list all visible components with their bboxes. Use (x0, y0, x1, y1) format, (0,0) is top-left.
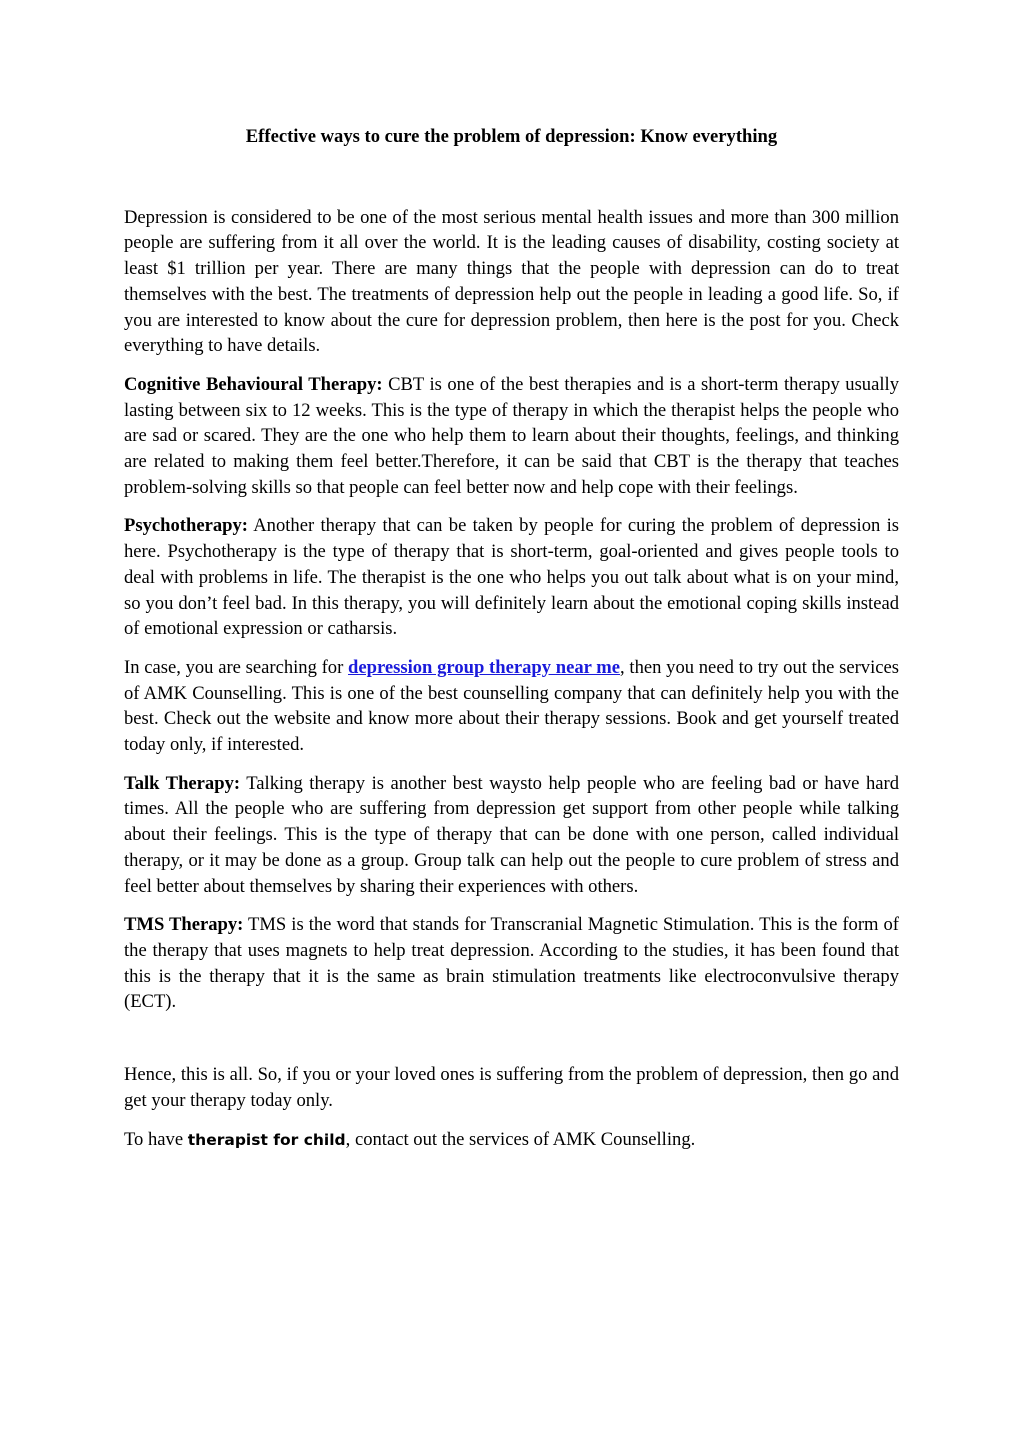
closing-text-before: To have (124, 1128, 188, 1150)
cbt-heading: Cognitive Behavioural Therapy: (124, 373, 383, 395)
talk-therapy-heading: Talk Therapy: (124, 772, 241, 794)
group-therapy-text-before: In case, you are searching for (124, 656, 349, 678)
therapist-for-child-text: therapist for child (187, 1130, 346, 1149)
talk-therapy-paragraph (124, 771, 899, 900)
tms-therapy-text: TMS is the word that stands for Transcranial Magnetic Stimulation. This is the form of the therapy that uses magnets to help treat depression. According to the studies, it has been found that this is the therapy that it is the same as brain stimulation treatments like electroconvulsive therapy (ECT). (124, 914, 899, 1013)
group-therapy-text-after: , then you need to try out the services of AMK Counselling. This is one of the best counselling company that can definitely help you with the best. Check out the website and know more about their therapy sessions. Book and get yourself treated today only, if interested. (124, 656, 899, 756)
conclusion-paragraph: Hence, this is all. So, if you or your loved ones is suffering from the problem of depression, then go and get your therapy today only. (124, 1064, 899, 1111)
group-therapy-paragraph (124, 655, 899, 758)
cbt-text: CBT is one of the best therapies and is a short-term therapy usually lasting between six to 12 weeks. This is the type of therapy in which the therapist helps the people who are sad or scared. They are the one who help them to learn about their thoughts, feelings, and thinking are related to making them feel better.Therefore, it can be said that CBT is the therapy that teaches problem-solving skills so that people can feel better now and help cope with their feelings. (124, 373, 899, 498)
depression-group-therapy-link[interactable]: depression group therapy near me (348, 656, 621, 678)
cbt-paragraph (124, 372, 899, 501)
psychotherapy-heading: Psychotherapy: (124, 515, 248, 537)
talk-therapy-text: Talking therapy is another best waysto help people who are feeling bad or have hard times. All the people who are suffering from depression get support from other people while talking about their feelings. This is the type of therapy that can be done with one person, called individual therapy, or it may be done as a group. Group talk can help out the people to cure problem of stress and feel better about themselves by sharing their experiences with others. (124, 772, 899, 897)
psychotherapy-text: Another therapy that can be taken by people for curing the problem of depression is here. Psychotherapy is the type of therapy that is short-term, goal-oriented and gives people tools to deal with problems in life. The therapist is the one who helps you out talk about what is on your mind, so you don’t feel bad. In this therapy, you will definitely learn about the emotional coping skills instead of emotional expression or catharsis. (124, 515, 899, 640)
psychotherapy-paragraph (124, 513, 899, 642)
closing-text-after: , contact out the services of AMK Counselling. (345, 1128, 696, 1150)
tms-therapy-heading: TMS Therapy: (124, 914, 244, 936)
closing-paragraph (124, 1127, 899, 1154)
intro-paragraph: Depression is considered to be one of the most serious mental health issues and more than 300 million people are suffering from it all over the world. It is the leading causes of disability, costing society at least $1 trillion per year. There are many things that the people with depression can do to treat themselves with the best. The treatments of depression help out the people in leading a good life. So, if you are interested to know about the cure for depression problem, then here is the post for you. Check everything to have details. (124, 206, 899, 357)
document-title: Effective ways to cure the problem of depression: Know everything (245, 126, 778, 147)
document-body (124, 124, 899, 1166)
tms-therapy-paragraph (124, 912, 899, 1015)
